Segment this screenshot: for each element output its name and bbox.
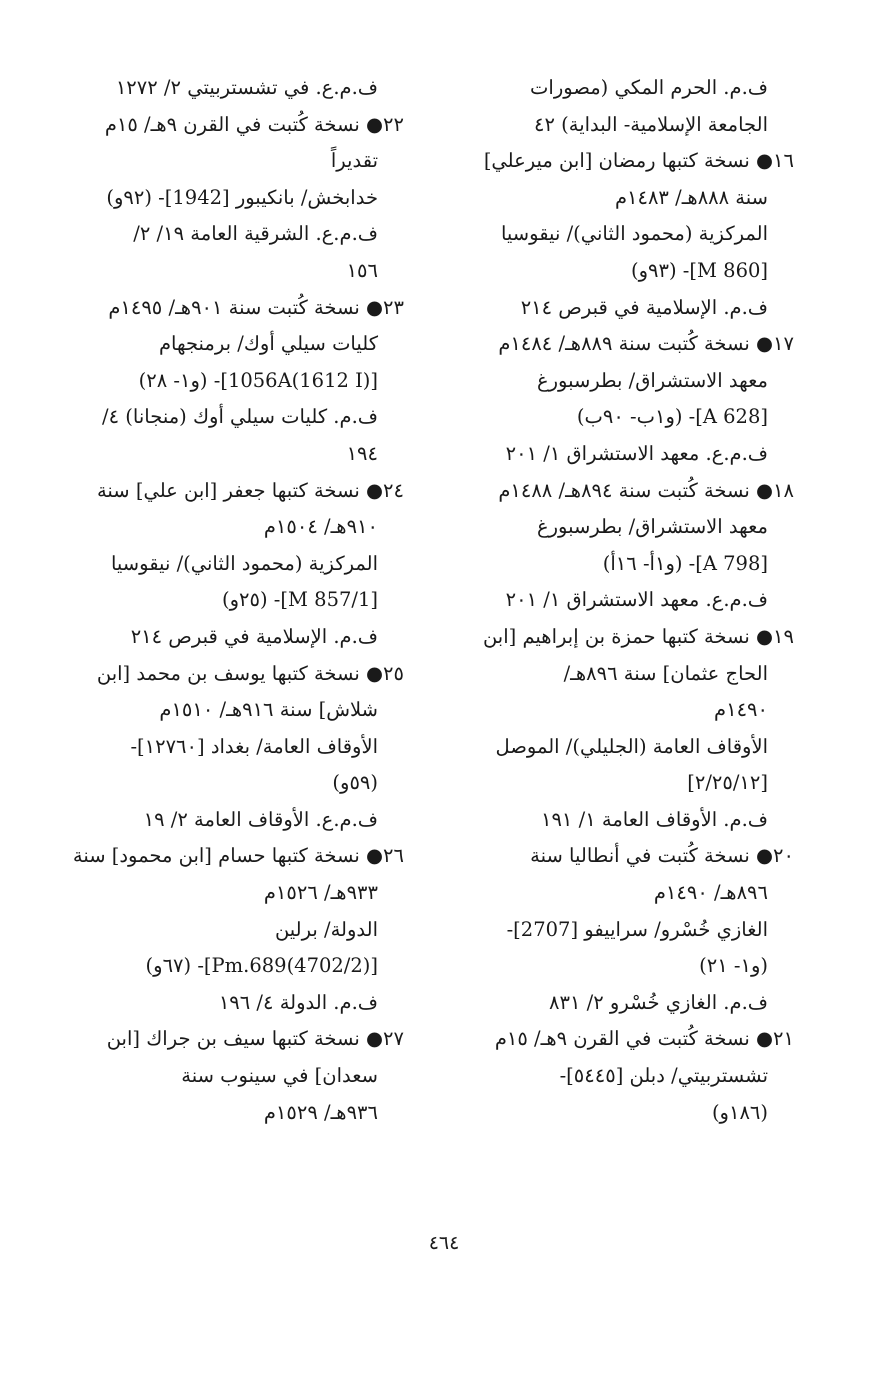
- entry-detail-line: ف.م. الأوقاف العامة ١/ ١٩١: [540, 807, 768, 831]
- entry-detail-line: الغازي خُسْرو/ سراييفو [2707]-: [506, 917, 768, 941]
- entry-detail-line: (و١- ٢١): [699, 954, 768, 978]
- entry-heading-line: ٢٣● نسخة كُتبت سنة ٩٠١هـ/ ١٤٩٥م: [108, 295, 404, 319]
- entry-detail-line: ف.م. الإسلامية في قبرص ٢١٤: [130, 624, 378, 648]
- entry-detail-line: ١٤٩٠م: [714, 698, 768, 722]
- entry-detail-line: ف.م.ع. معهد الاستشراق ١/ ٢٠١: [505, 588, 768, 612]
- entry-detail-line: (٥٩و): [332, 771, 378, 795]
- entry-detail-line: الأوقاف العامة (الجليلي)/ الموصل: [495, 734, 768, 758]
- entry-detail-line: معهد الاستشراق/ بطرسبورغ: [536, 368, 768, 392]
- entry-detail-line: معهد الاستشراق/ بطرسبورغ: [536, 515, 768, 539]
- entry-detail-line: ٩٣٦هـ/ ١٥٢٩م: [263, 1100, 378, 1124]
- entry-detail-line: سنة ٨٨٨هـ/ ١٤٨٣م: [614, 185, 768, 209]
- entry-heading-line: ١٧● نسخة كُتبت سنة ٨٨٩هـ/ ١٤٨٤م: [498, 332, 794, 356]
- entry-heading-line: ١٩● نسخة كتبها حمزة بن إبراهيم [ابن: [482, 624, 794, 648]
- entry-detail-line: [٢/٢٥/١٢]: [687, 771, 768, 795]
- entry-detail-line: ٨٩٦هـ/ ١٤٩٠م: [653, 881, 768, 905]
- entry-detail-line: ف.م.ع. في تشستربيتي ٢/ ١٢٧٢: [115, 76, 378, 99]
- entry-heading-line: ٢٤● نسخة كتبها جعفر [ابن علي] سنة: [96, 478, 404, 502]
- entry-detail-line: ٩١٠هـ/ ١٥٠٤م: [263, 515, 378, 539]
- entry-detail-line: كليات سيلي أوك/ برمنجهام: [158, 332, 378, 356]
- entry-heading-line: ٢٦● نسخة كتبها حسام [ابن محمود] سنة: [72, 844, 404, 868]
- entry-detail-line: [A 628]- (و١ب- ٩٠ب): [576, 405, 768, 429]
- entry-detail-line: [(4702/2)Pm.689]- (٦٧و): [145, 954, 378, 978]
- entry-detail-line: تشستربيتي/ دبلن [٥٤٤٥]-: [559, 1064, 768, 1088]
- entry-detail-line: ف.م. الحرم المكي (مصورات: [530, 76, 768, 99]
- left-text-column: [66, 70, 404, 1131]
- entry-detail-line: ف.م. الغازي خُسْرو ٢/ ٨٣١: [549, 990, 768, 1014]
- entry-detail-line: شلاش] سنة ٩١٦هـ/ ١٥١٠م: [159, 698, 378, 722]
- entry-detail-line: ف.م. كليات سيلي أوك (منجانا) ٤/: [102, 405, 378, 429]
- entry-detail-line: ف.م. الدولة ٤/ ١٩٦: [218, 990, 378, 1014]
- entry-detail-line: ٩٣٣هـ/ ١٥٢٦م: [263, 881, 378, 905]
- entry-detail-line: ف.م. الإسلامية في قبرص ٢١٤: [520, 295, 768, 319]
- entry-detail-line: [M 857/1]- (٢٥و): [222, 588, 378, 612]
- entry-detail-line: [1056A(1612 I)]- (و١- ٢٨): [138, 368, 378, 392]
- entry-detail-line: الأوقاف العامة/ بغداد [١٢٧٦٠]-: [130, 734, 378, 758]
- entry-detail-line: [M 860]- (٩٣و): [631, 258, 768, 282]
- entry-detail-line: ١٥٦: [346, 258, 378, 282]
- right-text-column: [444, 70, 794, 1131]
- entry-detail-line: المركزية (محمود الثاني)/ نيقوسيا: [500, 222, 768, 246]
- entry-detail-line: خدابخش/ بانكيبور [1942]- (٩٢و): [106, 185, 378, 209]
- entry-detail-line: سعدان] في سينوب سنة: [181, 1064, 378, 1088]
- entry-detail-line: ف.م.ع. الشرقية العامة ١٩/ ٢/: [133, 222, 378, 246]
- entry-detail-line: تقديراً: [330, 149, 378, 173]
- entry-heading-line: ١٦● نسخة كتبها رمضان [ابن ميرعلي]: [483, 149, 794, 173]
- entry-detail-line: الحاج عثمان] سنة ٨٩٦هـ/: [563, 661, 768, 685]
- entry-detail-line: الجامعة الإسلامية- البداية) ٤٢: [533, 112, 768, 136]
- entry-heading-line: ٢٠● نسخة كُتبت في أنطاليا سنة: [530, 844, 794, 868]
- entry-detail-line: الدولة/ برلين: [274, 917, 378, 941]
- entry-heading-line: ١٨● نسخة كُتبت سنة ٨٩٤هـ/ ١٤٨٨م: [498, 478, 794, 502]
- entry-detail-line: [A 798]- (و١أ- ١٦أ): [602, 551, 768, 575]
- entry-detail-line: (١٨٦و): [711, 1100, 768, 1124]
- entry-detail-line: ف.م.ع. الأوقاف العامة ٢/ ١٩: [143, 807, 378, 831]
- entry-heading-line: ٢٢● نسخة كُتبت في القرن ٩هـ/ ١٥م: [104, 112, 404, 136]
- page-number: ٤٦٤: [428, 1232, 460, 1254]
- entry-heading-line: ٢٥● نسخة كتبها يوسف بن محمد [ابن: [96, 661, 404, 685]
- entry-detail-line: ١٩٤: [346, 441, 378, 465]
- entry-heading-line: ٢١● نسخة كُتبت في القرن ٩هـ/ ١٥م: [494, 1027, 794, 1051]
- entry-detail-line: ف.م.ع. معهد الاستشراق ١/ ٢٠١: [505, 441, 768, 465]
- entry-detail-line: المركزية (محمود الثاني)/ نيقوسيا: [110, 551, 378, 575]
- entry-heading-line: ٢٧● نسخة كتبها سيف بن جراك [ابن: [106, 1027, 404, 1051]
